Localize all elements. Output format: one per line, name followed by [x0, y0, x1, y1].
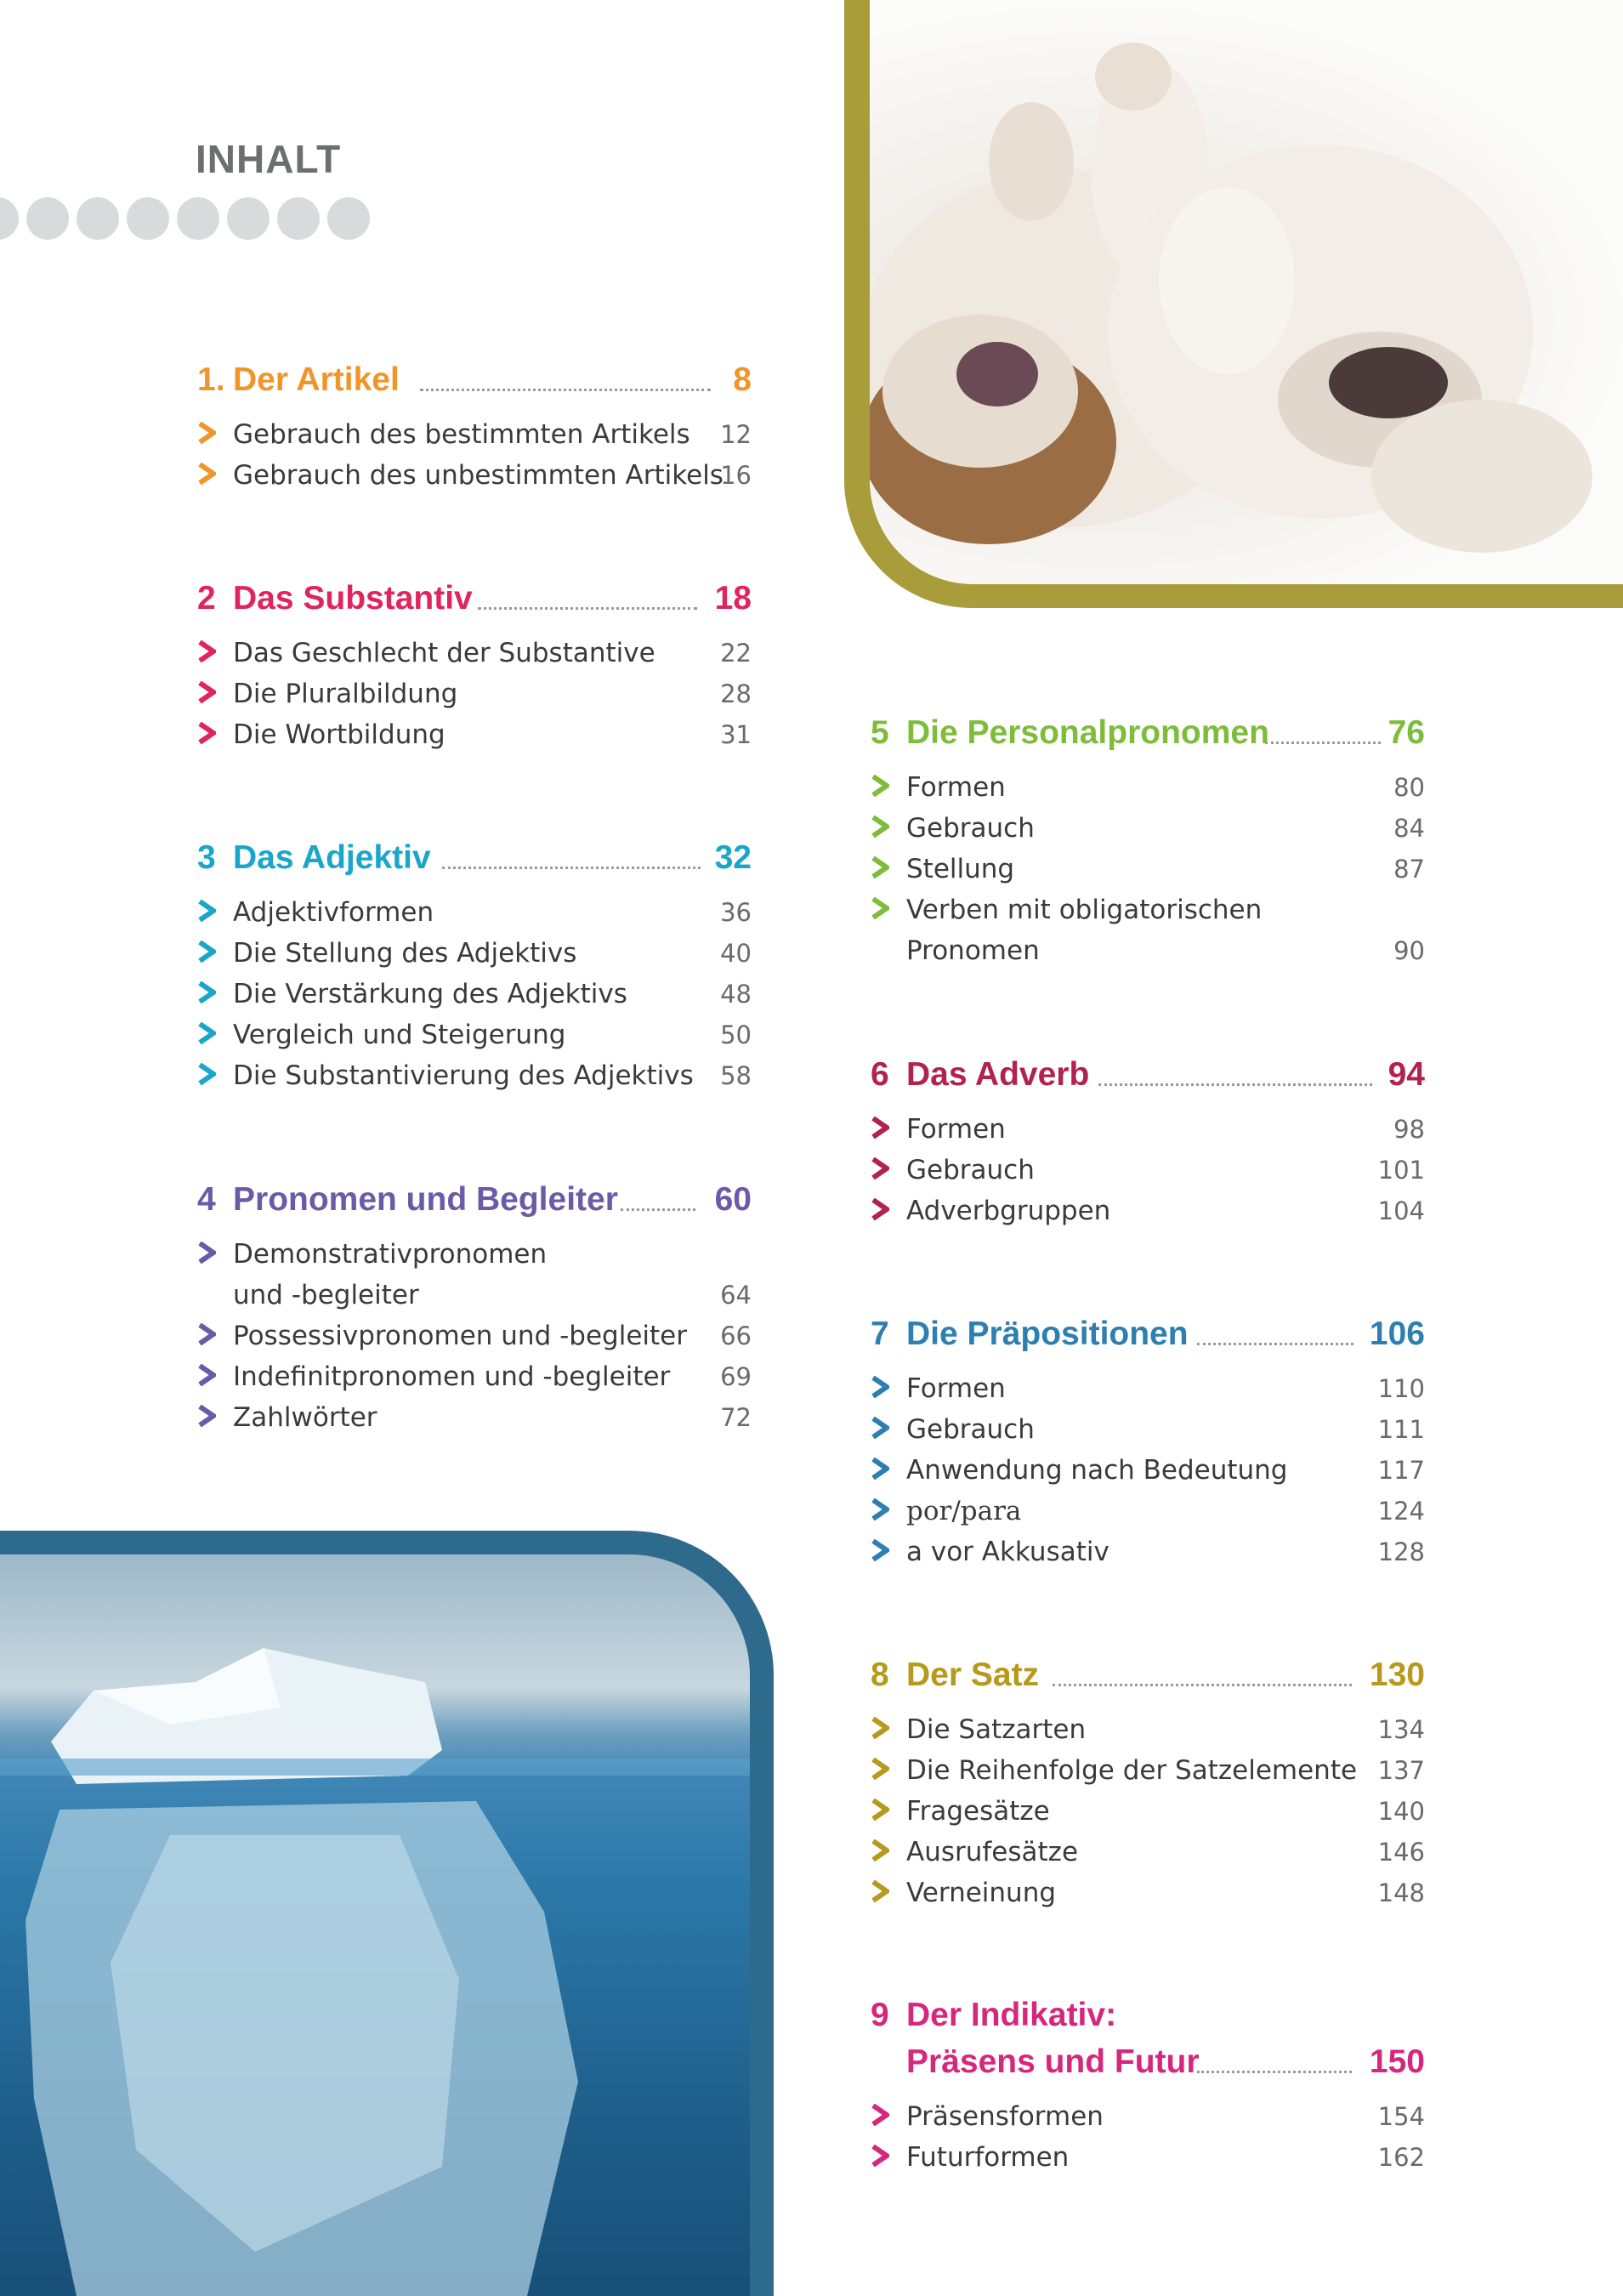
- chevron-right-icon: [871, 856, 889, 878]
- section-title: Der Indikativ:: [906, 1997, 1117, 2033]
- toc-item-label: Gebrauch des bestimmten Artikels: [233, 419, 690, 450]
- toc-item-label: Adjektivformen: [233, 897, 434, 928]
- section-5: [871, 714, 1425, 971]
- section-page: 106: [1369, 1316, 1425, 1352]
- chevron-right-icon: [871, 1539, 889, 1561]
- section-page: 76: [1387, 714, 1425, 751]
- toc-item-page: 101: [1377, 1156, 1425, 1185]
- toc-item-label: Gebrauch des unbestimmten Artikels: [233, 460, 724, 491]
- toc-item-page: 48: [720, 980, 752, 1009]
- chevron-right-icon: [871, 2145, 889, 2167]
- toc-item[interactable]: [871, 2137, 1425, 2178]
- dot: [227, 197, 270, 240]
- toc-item[interactable]: [197, 455, 752, 496]
- toc-item[interactable]: [871, 1873, 1425, 1913]
- chevron-right-icon: [197, 1323, 216, 1345]
- toc-item-label: Die Stellung des Adjektivs: [233, 938, 577, 969]
- section-9: [871, 1997, 1425, 2178]
- toc-item-label: Das Geschlecht der Substantive: [233, 638, 655, 668]
- page-title: INHALT: [196, 137, 342, 181]
- section-items: [871, 1368, 1425, 1572]
- section-6: [871, 1056, 1425, 1231]
- iceberg-photo-image: [0, 1554, 750, 2296]
- toc-item-label: Die Verstärkung des Adjektivs: [233, 979, 627, 1009]
- leader-dots: [1197, 1343, 1353, 1345]
- toc-item-page: 110: [1377, 1374, 1425, 1403]
- toc-item-page: 40: [720, 939, 752, 968]
- chevron-right-icon: [871, 1376, 889, 1398]
- section-1: [197, 361, 752, 496]
- toc-item-page: 22: [720, 639, 752, 668]
- section-items: [871, 1109, 1425, 1231]
- toc-item-label: Formen: [906, 1114, 1006, 1145]
- toc-item-label: Fragesätze: [906, 1796, 1050, 1827]
- section-heading[interactable]: [871, 1316, 1425, 1363]
- section-heading[interactable]: [197, 839, 752, 887]
- toc-item[interactable]: [871, 2096, 1425, 2137]
- leader-dots: [1098, 1083, 1372, 1086]
- leader-dots: [1197, 2071, 1352, 2073]
- section-number: 4: [197, 1181, 216, 1218]
- toc-item-page: 87: [1393, 855, 1425, 884]
- toc-item[interactable]: [197, 974, 752, 1014]
- section-7: [871, 1316, 1425, 1572]
- dot: [177, 197, 219, 240]
- section-title: Das Adjektiv: [233, 839, 431, 876]
- bulldogs-photo: [844, 0, 1623, 608]
- toc-item-label: a vor Akkusativ: [906, 1537, 1109, 1567]
- toc-item-page: 90: [1393, 936, 1425, 965]
- toc-item-label: Anwendung nach Bedeutung: [906, 1455, 1288, 1486]
- toc-item[interactable]: [871, 849, 1425, 889]
- toc-item-page: 162: [1377, 2143, 1425, 2172]
- section-items: [197, 633, 752, 755]
- toc-item-label: Die Pluralbildung: [233, 679, 458, 709]
- section-title: Das Substantiv: [233, 580, 473, 617]
- toc-item-label: Die Wortbildung: [233, 719, 445, 750]
- dot: [277, 197, 320, 240]
- section-2: [197, 580, 752, 755]
- chevron-right-icon: [871, 1717, 889, 1739]
- chevron-right-icon: [871, 1157, 889, 1179]
- toc-item[interactable]: [197, 1316, 752, 1356]
- toc-item-page: 58: [720, 1061, 752, 1090]
- toc-item-label: Indefinitpronomen und -begleiter: [233, 1361, 671, 1392]
- bulldogs-photo-image: [870, 0, 1623, 584]
- section-heading[interactable]: [197, 1181, 752, 1229]
- section-number: 1.: [197, 361, 225, 398]
- toc-item-page: 69: [720, 1362, 752, 1391]
- toc-item-label: Vergleich und Steigerung: [233, 1020, 566, 1050]
- toc-item-page: 98: [1393, 1115, 1425, 1144]
- toc-item[interactable]: [197, 1055, 752, 1096]
- dot: [327, 197, 370, 240]
- toc-item-label: Demonstrativpronomen und -begleiter: [233, 1239, 548, 1310]
- toc-item[interactable]: [871, 767, 1425, 808]
- toc-item-label: Possessivpronomen und -begleiter: [233, 1321, 687, 1351]
- toc-item-page: 104: [1377, 1196, 1425, 1225]
- dot: [26, 197, 69, 240]
- toc-item-page: 80: [1393, 773, 1425, 802]
- section-number: 7: [871, 1316, 889, 1352]
- toc-item-label: Verneinung: [906, 1878, 1057, 1908]
- toc-item[interactable]: [871, 1109, 1425, 1150]
- toc-item-label: Zahlwörter: [233, 1402, 377, 1433]
- section-number: 2: [197, 580, 216, 617]
- section-page: 94: [1387, 1056, 1425, 1093]
- chevron-right-icon: [871, 897, 889, 919]
- chevron-right-icon: [197, 941, 216, 963]
- toc-item[interactable]: [871, 1409, 1425, 1450]
- chevron-right-icon: [197, 1022, 216, 1044]
- section-page: 18: [714, 580, 752, 617]
- toc-item-label: Die Satzarten: [906, 1714, 1087, 1745]
- section-8: [871, 1657, 1425, 1913]
- toc-item-label: Formen: [906, 1373, 1006, 1404]
- chevron-right-icon: [197, 1063, 216, 1085]
- section-items: [871, 2096, 1425, 2178]
- chevron-right-icon: [871, 775, 889, 797]
- chevron-right-icon: [871, 2104, 889, 2126]
- section-page: 8: [733, 361, 752, 398]
- section-title: Die Personalpronomen: [906, 714, 1269, 751]
- chevron-right-icon: [871, 1880, 889, 1902]
- toc-item-page: 28: [720, 679, 752, 708]
- section-number: 9: [871, 1997, 889, 2033]
- toc-item[interactable]: [871, 1191, 1425, 1231]
- chevron-right-icon: [197, 422, 216, 444]
- section-title: Das Adverb: [906, 1056, 1090, 1093]
- toc-item-page: 12: [720, 420, 752, 449]
- toc-item[interactable]: [197, 1014, 752, 1055]
- section-items: [197, 414, 752, 496]
- chevron-right-icon: [871, 816, 889, 838]
- decorative-dots: [0, 197, 370, 240]
- toc-item-page: 154: [1377, 2102, 1425, 2131]
- toc-item-page: 134: [1377, 1715, 1425, 1744]
- toc-item-page: 50: [720, 1020, 752, 1049]
- chevron-right-icon: [197, 722, 216, 744]
- toc-item[interactable]: [197, 1234, 752, 1316]
- toc-item-page: 64: [720, 1281, 752, 1310]
- toc-item-label: Die Substantivierung des Adjektivs: [233, 1060, 694, 1091]
- toc-item-page: 148: [1377, 1878, 1425, 1907]
- toc-item[interactable]: [871, 1491, 1425, 1532]
- section-items: [197, 1234, 752, 1438]
- toc-item-page: 84: [1393, 814, 1425, 843]
- section-page: 130: [1369, 1657, 1425, 1693]
- section-page: 32: [714, 839, 752, 876]
- toc-item[interactable]: [871, 1750, 1425, 1791]
- section-heading[interactable]: [871, 1056, 1425, 1104]
- chevron-right-icon: [197, 463, 216, 485]
- section-number: 5: [871, 714, 889, 751]
- toc-item[interactable]: [871, 1150, 1425, 1191]
- iceberg-photo: [0, 1531, 774, 2296]
- section-heading[interactable]: [197, 361, 752, 409]
- chevron-right-icon: [871, 1117, 889, 1139]
- section-title: Der Artikel: [233, 361, 400, 398]
- toc-item-page: 140: [1377, 1797, 1425, 1826]
- section-title: Die Präpositionen: [906, 1316, 1189, 1352]
- toc-item[interactable]: [197, 892, 752, 933]
- toc-item-label: Ausrufesätze: [906, 1837, 1079, 1867]
- chevron-right-icon: [197, 681, 216, 703]
- toc-item[interactable]: [871, 1791, 1425, 1832]
- toc-item-label: Gebrauch: [906, 813, 1035, 844]
- toc-item[interactable]: [871, 1832, 1425, 1873]
- section-number: 8: [871, 1657, 889, 1693]
- toc-item-page: 128: [1377, 1537, 1425, 1566]
- toc-item-page: 111: [1377, 1415, 1425, 1444]
- section-heading[interactable]: [871, 1997, 1425, 2091]
- chevron-right-icon: [871, 1417, 889, 1439]
- chevron-right-icon: [197, 1242, 216, 1264]
- dot: [127, 197, 169, 240]
- section-title: Der Satz: [906, 1657, 1040, 1693]
- section-title: Pronomen und Begleiter: [233, 1181, 618, 1218]
- toc-item-label: por/para: [906, 1496, 1022, 1526]
- leader-dots: [420, 389, 711, 391]
- section-3: [197, 839, 752, 1096]
- toc-item-page: 72: [720, 1403, 752, 1432]
- toc-item-page: 146: [1377, 1838, 1425, 1867]
- toc-item-label: Formen: [906, 772, 1006, 803]
- chevron-right-icon: [871, 1198, 889, 1220]
- toc-item[interactable]: [197, 1397, 752, 1438]
- toc-item-label: Stellung: [906, 854, 1015, 884]
- section-heading[interactable]: [871, 1657, 1425, 1704]
- toc-item[interactable]: [871, 808, 1425, 849]
- leader-dots: [1265, 742, 1381, 744]
- chevron-right-icon: [871, 1839, 889, 1861]
- section-page: 60: [714, 1181, 752, 1218]
- chevron-right-icon: [871, 1799, 889, 1821]
- toc-item[interactable]: [197, 714, 752, 755]
- chevron-right-icon: [197, 981, 216, 1003]
- toc-item-page: 137: [1377, 1756, 1425, 1785]
- section-number: 3: [197, 839, 216, 876]
- toc-item-label: Verben mit obligatorischen Pronomen: [906, 895, 1263, 966]
- toc-item-page: 117: [1377, 1456, 1425, 1485]
- toc-item-label: Gebrauch: [906, 1155, 1035, 1185]
- leader-dots: [478, 607, 697, 610]
- section-items: [871, 767, 1425, 971]
- section-heading[interactable]: [871, 714, 1425, 762]
- toc-item-page: 31: [720, 720, 752, 749]
- section-number: 6: [871, 1056, 889, 1093]
- chevron-right-icon: [197, 900, 216, 922]
- toc-item[interactable]: [197, 633, 752, 673]
- dot: [0, 197, 19, 240]
- section-items: [871, 1709, 1425, 1913]
- toc-item[interactable]: [871, 889, 1425, 971]
- section-4: [197, 1181, 752, 1438]
- toc-item-label: Futurformen: [906, 2142, 1070, 2173]
- chevron-right-icon: [197, 1405, 216, 1427]
- section-heading[interactable]: [197, 580, 752, 628]
- toc-item-page: 16: [720, 461, 752, 490]
- chevron-right-icon: [197, 1364, 216, 1386]
- section-title-line-2: Präsens und Futur: [906, 2043, 1200, 2080]
- toc-item[interactable]: [197, 1356, 752, 1397]
- toc-item-label: Die Reihenfolge der Satzelemente: [906, 1755, 1358, 1786]
- toc-item-page: 36: [720, 898, 752, 927]
- toc-item-label: Präsensformen: [906, 2101, 1104, 2132]
- section-items: [197, 892, 752, 1096]
- dot: [77, 197, 119, 240]
- toc-item[interactable]: [871, 1368, 1425, 1409]
- chevron-right-icon: [871, 1758, 889, 1780]
- section-page: 150: [1369, 2043, 1425, 2080]
- toc-item[interactable]: [871, 1709, 1425, 1750]
- toc-item-page: 124: [1377, 1497, 1425, 1526]
- toc-item[interactable]: [871, 1450, 1425, 1491]
- leader-dots: [442, 867, 701, 869]
- toc-item-label: Gebrauch: [906, 1414, 1035, 1445]
- toc-item[interactable]: [197, 933, 752, 974]
- toc-item[interactable]: [197, 673, 752, 714]
- leader-dots: [621, 1208, 695, 1211]
- chevron-right-icon: [197, 640, 216, 662]
- toc-item[interactable]: [197, 414, 752, 455]
- toc-item[interactable]: [871, 1532, 1425, 1572]
- chevron-right-icon: [871, 1498, 889, 1520]
- toc-item-page: 66: [720, 1321, 752, 1350]
- leader-dots: [1053, 1684, 1352, 1686]
- toc-item-label: Adverbgruppen: [906, 1196, 1111, 1226]
- chevron-right-icon: [871, 1458, 889, 1480]
